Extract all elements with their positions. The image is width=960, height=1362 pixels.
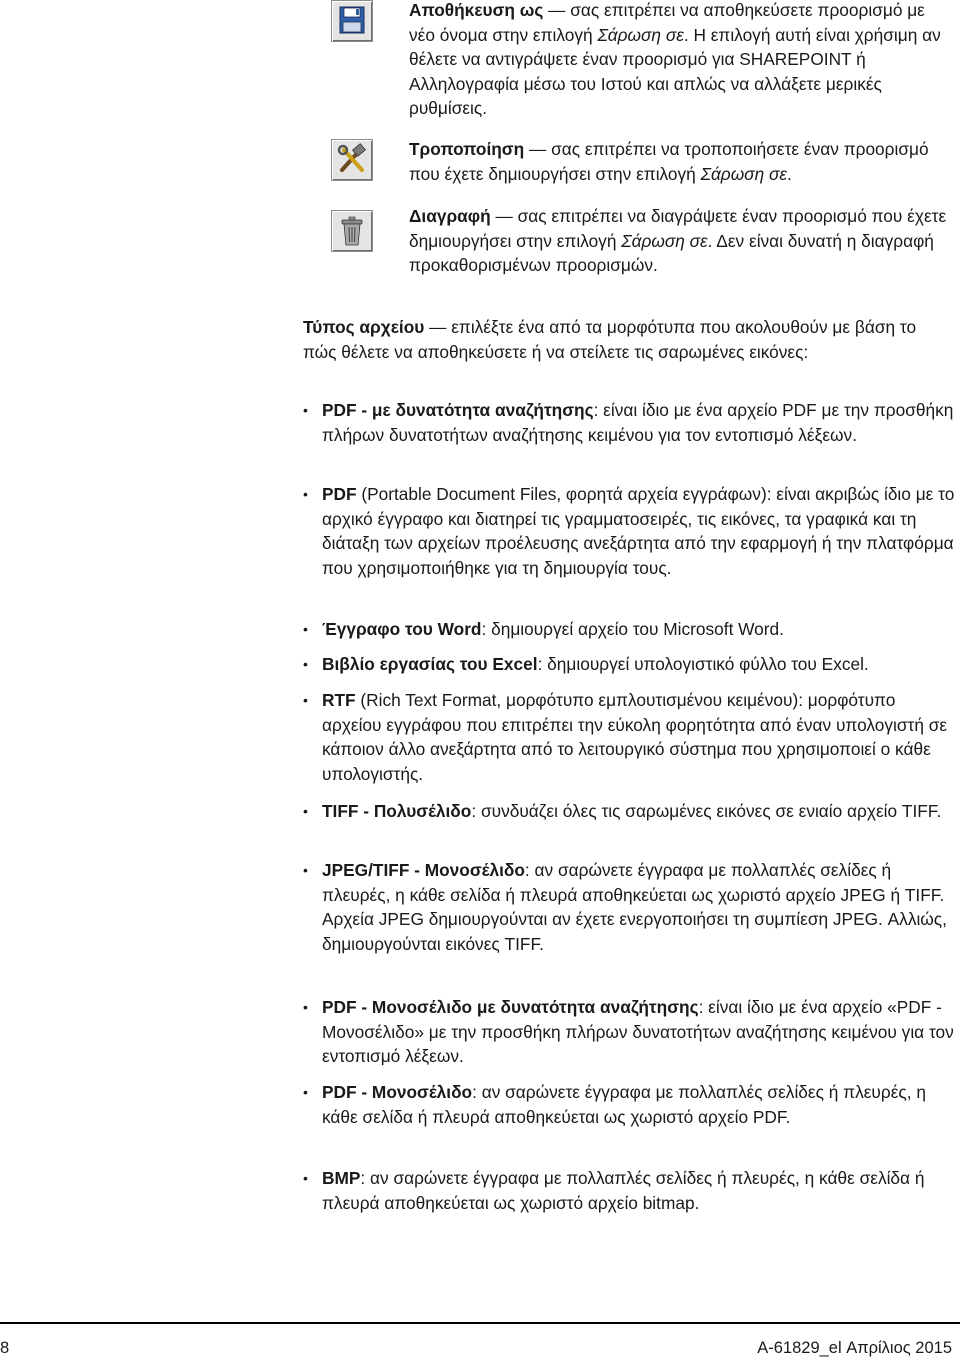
list-item: • PDF - Μονοσέλιδο με δυνατότητα αναζήτησης: είναι ίδιο με ένα αρχείο «PDF - Μονοσέλιδο» με την προσθήκη πλήρων δυνατοτήτων αναζήτησης κειμένου για τον εντοπισμό λέξεων. bbox=[322, 995, 958, 1069]
modify-description: Τροποποίηση — σας επιτρέπει να τροποποιήσετε έναν προορισμό που έχετε δημιουργήσει στην επιλογή Σάρωση σε. bbox=[409, 139, 929, 184]
delete-icon bbox=[331, 210, 373, 252]
save-as-description: Αποθήκευση ως — σας επιτρέπει να αποθηκεύσετε προορισμό με νέο όνομα στην επιλογή Σάρωση σε. Η επιλογή αυτή είναι χρήσιμη αν θέλετε να αντιγράψετε έναν προορισμό για SHAREPOINT ή Αλληλογραφία μέσω του Ιστού και απλώς να αλλάξετε μερικές ρυθμίσεις. bbox=[409, 0, 941, 118]
delete-term: Διαγραφή bbox=[409, 206, 491, 226]
file-type-term: Τύπος αρχείου bbox=[303, 317, 425, 337]
list-item: • Έγγραφο του Word: δημιουργεί αρχείο του Microsoft Word. bbox=[322, 617, 958, 642]
scan-to-ref: Σάρωση σε bbox=[621, 230, 708, 251]
list-item: • RTF (Rich Text Format, μορφότυπο εμπλουτισμένου κειμένου): μορφότυπο αρχείου εγγράφου που επιτρέπει την εύκολη φορητότητα από έναν υπολογιστή σε κάποιον άλλο ανεξάρτητα από το λειτουργικό σύστημα που χρησιμοποιεί ο κάθε υπολογιστής. bbox=[322, 688, 958, 786]
delete-description: Διαγραφή — σας επιτρέπει να διαγράψετε έναν προορισμό που έχετε δημιουργήσει στην επιλογή Σάρωση σε. Δεν είναι δυνατή η διαγραφή προκαθορισμένων προορισμών. bbox=[409, 206, 947, 275]
footer-divider bbox=[0, 1322, 960, 1324]
modify-icon bbox=[331, 139, 373, 181]
list-item: • BMP: αν σαρώνετε έγγραφα με πολλαπλές σελίδες ή πλευρές, η κάθε σελίδα ή πλευρά αποθηκεύεται ως χωριστό αρχείο bitmap. bbox=[322, 1166, 958, 1215]
save-as-icon bbox=[331, 0, 373, 42]
list-item: • PDF - Μονοσέλιδο: αν σαρώνετε έγγραφα με πολλαπλές σελίδες ή πλευρές, η κάθε σελίδα ή πλευρά αποθηκεύεται ως χωριστό αρχείο PDF. bbox=[322, 1080, 958, 1129]
list-item: • JPEG/TIFF - Μονοσέλιδο: αν σαρώνετε έγγραφα με πολλαπλές σελίδες ή πλευρές, η κάθε σελίδα ή πλευρά αποθηκεύεται ως χωριστό αρχείο JPEG ή TIFF. Αρχεία JPEG δημιουργούνται αν έχετε ενεργοποιήσει τη συμπίεση JPEG. Αλλιώς, δημιουργούνται εικόνες TIFF. bbox=[322, 858, 958, 956]
list-item: • PDF (Portable Document Files, φορητά αρχεία εγγράφων): είναι ακριβώς ίδιο με το αρχικό έγγραφο και διατηρεί τις γραμματοσειρές, τις εικόνες, τα γραφικά και τη διάταξη των αρχείων προέλευσης ανεξάρτητα από την εφαρμογή ή την πλατφόρμα που χρησιμοποιήθηκε για τη δημιουργία τους. bbox=[322, 482, 958, 580]
page-number: 8 bbox=[0, 1339, 10, 1357]
scan-to-ref: Σάρωση σε bbox=[700, 163, 787, 184]
list-item: • Βιβλίο εργασίας του Excel: δημιουργεί υπολογιστικό φύλλο του Excel. bbox=[322, 652, 958, 677]
modify-term: Τροποποίηση bbox=[409, 139, 525, 159]
list-item: • PDF - με δυνατότητα αναζήτησης: είναι ίδιο με ένα αρχείο PDF με την προσθήκη πλήρων δυνατοτήτων αναζήτησης κειμένου για τον εντοπισμό λέξεων. bbox=[322, 398, 958, 447]
file-type-paragraph: Τύπος αρχείου — επιλέξτε ένα από τα μορφότυπα που ακολουθούν με βάση το πώς θέλετε να αποθηκεύσετε ή να στείλετε τις σαρωμένες εικόνες: bbox=[303, 317, 917, 362]
scan-to-ref: Σάρωση σε bbox=[597, 24, 684, 45]
list-item: • TIFF - Πολυσέλιδο: συνδυάζει όλες τις σαρωμένες εικόνες σε ενιαίο αρχείο TIFF. bbox=[322, 799, 958, 824]
document-id: A-61829_el Απρίλιος 2015 bbox=[757, 1339, 952, 1357]
save-as-term: Αποθήκευση ως bbox=[409, 0, 544, 20]
